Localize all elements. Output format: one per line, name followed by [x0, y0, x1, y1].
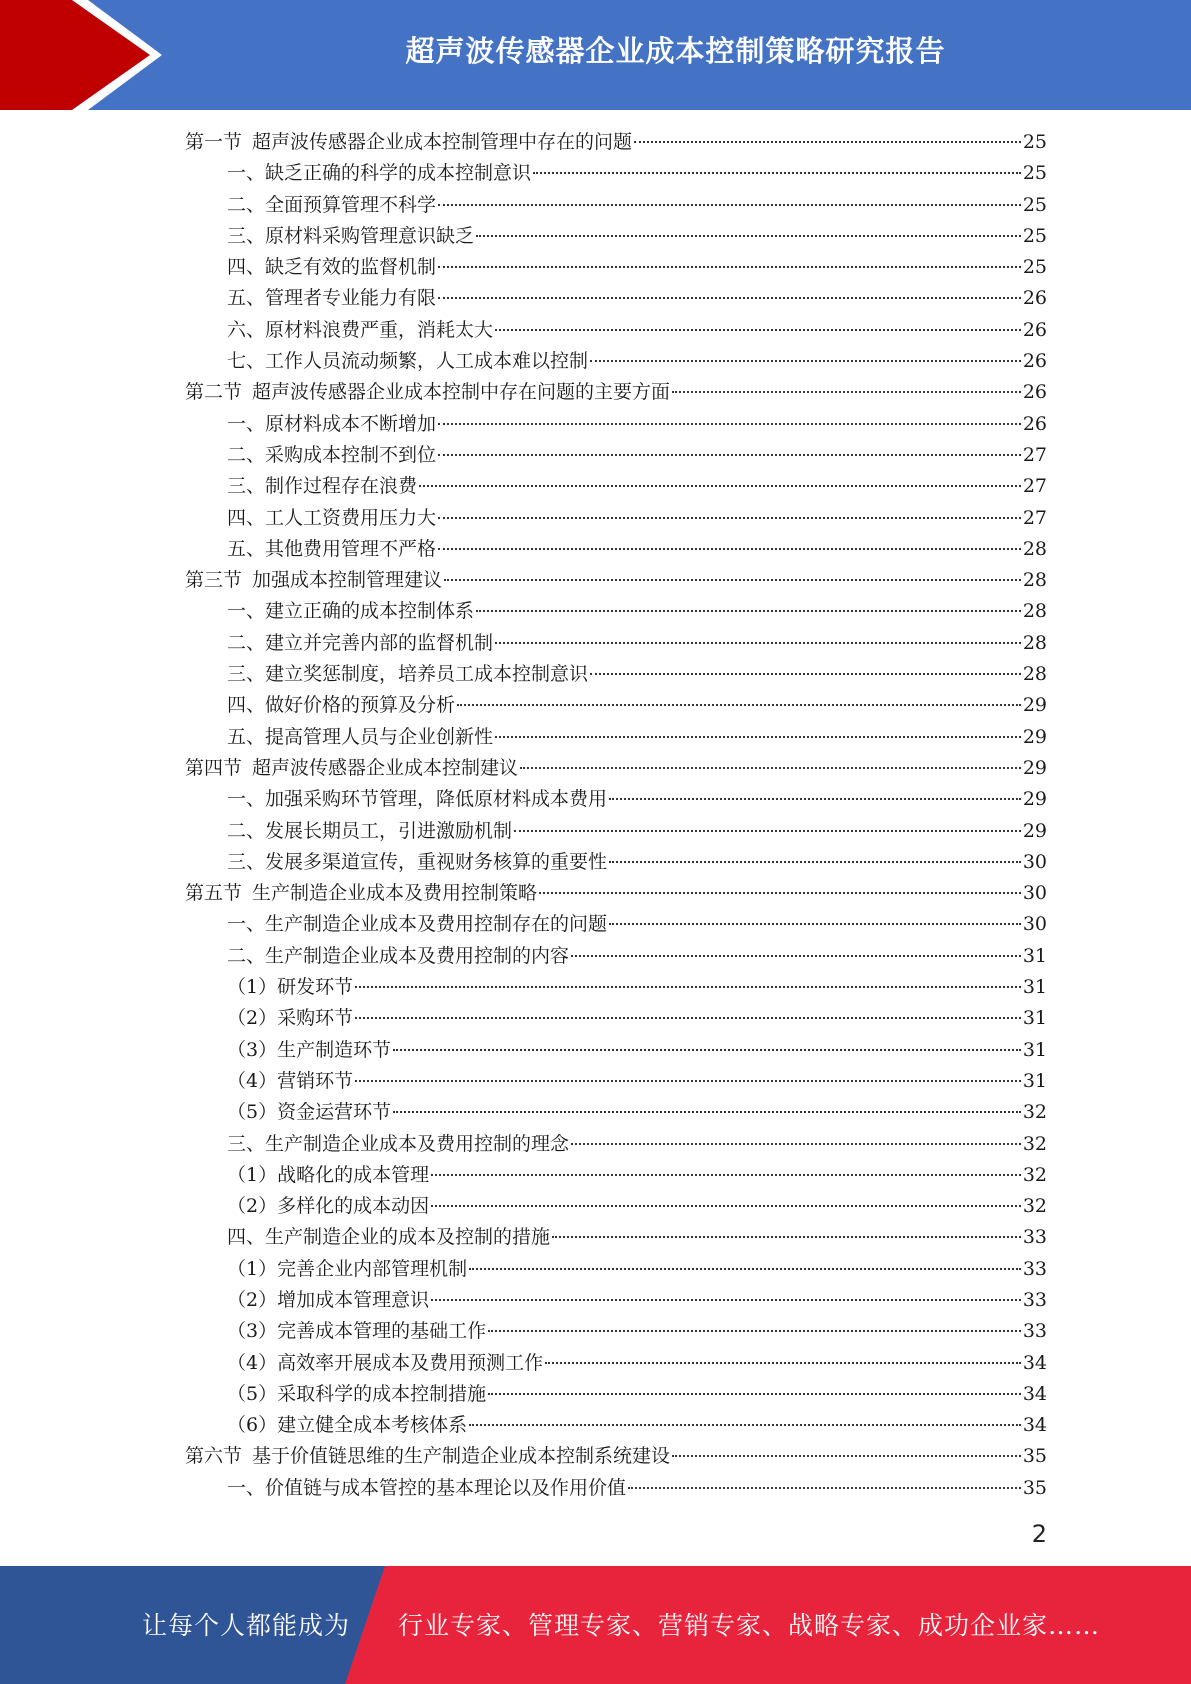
toc-entry[interactable] — [185, 1410, 1047, 1441]
toc-entry-text: 五、提高管理人员与企业创新性 — [227, 725, 494, 748]
toc-entry-title — [227, 1160, 429, 1187]
toc-page-number: 26 — [1022, 381, 1047, 404]
toc-entry[interactable] — [185, 1316, 1047, 1347]
footer-slogan-roles: 行业专家、管理专家、营销专家、战略专家、成功企业家…… — [398, 1611, 1101, 1640]
toc-entry[interactable] — [185, 1097, 1047, 1128]
toc-entry-text: 二、采购成本控制不到位 — [227, 443, 437, 466]
toc-entry[interactable] — [185, 377, 1047, 408]
toc-entry[interactable] — [185, 722, 1047, 753]
toc-dot-leader — [545, 1362, 1021, 1364]
toc-entry-title — [227, 1379, 486, 1406]
toc-entry-text: （1）战略化的成本管理 — [227, 1163, 430, 1186]
toc-entry-title — [227, 283, 436, 310]
toc-entry-title — [227, 596, 474, 623]
toc-entry-title — [227, 1129, 569, 1156]
toc-page-number: 33 — [1022, 1226, 1047, 1249]
toc-entry[interactable] — [185, 503, 1047, 534]
toc-dot-leader — [355, 1017, 1021, 1019]
toc-entry-text: 四、做好价格的预算及分析 — [227, 694, 456, 717]
toc-entry-text: （1）研发环节 — [227, 976, 354, 999]
toc-entry-title — [227, 909, 607, 936]
toc-entry[interactable] — [185, 221, 1047, 252]
page-number: 2 — [1031, 1520, 1047, 1548]
toc-page-number: 30 — [1022, 882, 1047, 905]
toc-entry-title — [227, 534, 436, 561]
toc-dot-leader — [533, 172, 1021, 174]
toc-entry-title — [227, 659, 588, 686]
toc-entry-text: 一、原材料成本不断增加 — [227, 412, 437, 435]
toc-entry-text: 生产制造企业成本及费用控制策略 — [252, 882, 538, 905]
toc-entry-title — [185, 377, 670, 404]
toc-entry-title — [227, 722, 493, 749]
toc-dot-leader — [571, 1143, 1021, 1145]
toc-entry-title — [227, 1097, 391, 1124]
toc-entry-text: （4）高效率开展成本及费用预测工作 — [227, 1351, 544, 1374]
toc-entry-text: （5）资金运营环节 — [227, 1101, 392, 1124]
toc-entry-text: 二、全面预算管理不科学 — [227, 193, 437, 216]
toc-entry-text: （3）完善成本管理的基础工作 — [227, 1320, 487, 1343]
toc-entry[interactable] — [185, 941, 1047, 972]
toc-page-number: 31 — [1022, 1007, 1047, 1030]
toc-section-number: 第三节 — [185, 569, 243, 592]
toc-entry-text: 超声波传感器企业成本控制建议 — [252, 756, 519, 779]
toc-entry-title — [227, 440, 436, 467]
toc-entry[interactable] — [185, 158, 1047, 189]
toc-entry-title — [227, 1254, 467, 1281]
toc-page-number: 33 — [1022, 1257, 1047, 1280]
toc-entry-text: （5）采取科学的成本控制措施 — [227, 1382, 487, 1405]
toc-page-number: 32 — [1022, 1132, 1047, 1155]
toc-section-number: 第四节 — [185, 756, 243, 779]
toc-entry-text: 一、价值链与成本管控的基本理论以及作用价值 — [227, 1476, 627, 1499]
toc-page-number: 25 — [1022, 131, 1047, 153]
toc-page-number: 34 — [1022, 1414, 1047, 1437]
toc-dot-leader — [609, 923, 1021, 925]
toc-entry[interactable] — [185, 816, 1047, 847]
toc-page-number: 25 — [1022, 193, 1047, 216]
toc-page-number: 29 — [1022, 725, 1047, 748]
toc-entry[interactable] — [185, 565, 1047, 596]
page-footer — [0, 1566, 1191, 1684]
table-of-contents — [185, 127, 1047, 1504]
toc-entry[interactable] — [185, 315, 1047, 346]
toc-entry[interactable] — [185, 972, 1047, 1003]
toc-entry[interactable] — [185, 252, 1047, 283]
toc-page-number: 28 — [1022, 569, 1047, 592]
toc-entry[interactable] — [185, 753, 1047, 784]
toc-page-number: 25 — [1022, 256, 1047, 279]
toc-dot-leader — [431, 1299, 1021, 1301]
toc-entry-title — [185, 1441, 670, 1468]
toc-entry[interactable] — [185, 471, 1047, 502]
toc-entry[interactable] — [185, 1160, 1047, 1191]
toc-dot-leader — [469, 1268, 1021, 1270]
toc-entry-title — [227, 847, 607, 874]
toc-dot-leader — [609, 798, 1021, 800]
toc-entry-title — [185, 127, 632, 154]
toc-dot-leader — [571, 955, 1021, 957]
toc-entry-title — [185, 878, 537, 905]
toc-entry-title — [227, 1035, 391, 1062]
red-chevron-shape — [0, 0, 150, 110]
toc-entry-text: 四、缺乏有效的监督机制 — [227, 256, 437, 279]
toc-entry-title — [227, 1348, 543, 1375]
toc-page-number: 34 — [1022, 1351, 1047, 1374]
toc-page-number: 26 — [1022, 412, 1047, 435]
toc-entry[interactable] — [185, 346, 1047, 377]
toc-entry[interactable] — [185, 190, 1047, 221]
toc-dot-leader — [634, 141, 1021, 143]
toc-entry-text: 一、建立正确的成本控制体系 — [227, 600, 475, 623]
toc-dot-leader — [476, 610, 1021, 612]
toc-entry-title — [185, 565, 442, 592]
toc-dot-leader — [438, 548, 1021, 550]
toc-section-number: 第二节 — [185, 381, 243, 404]
toc-entry-text: （4）营销环节 — [227, 1069, 354, 1092]
footer-slogan-lead: 让每个人都能成为 — [142, 1611, 351, 1640]
toc-entry-title — [227, 503, 436, 530]
toc-entry[interactable] — [185, 909, 1047, 940]
toc-dot-leader — [438, 454, 1021, 456]
toc-dot-leader — [469, 1424, 1021, 1426]
toc-dot-leader — [355, 986, 1021, 988]
toc-page-number: 28 — [1022, 600, 1047, 623]
toc-dot-leader — [590, 673, 1021, 675]
toc-entry-title — [227, 1473, 626, 1500]
toc-page-number: 27 — [1022, 475, 1047, 498]
toc-dot-leader — [438, 204, 1021, 206]
toc-page-number: 27 — [1022, 506, 1047, 529]
toc-dot-leader — [488, 1393, 1021, 1395]
toc-entry[interactable] — [185, 409, 1047, 440]
toc-page-number: 33 — [1022, 1288, 1047, 1311]
toc-entry-text: 超声波传感器企业成本控制中存在问题的主要方面 — [252, 381, 671, 404]
toc-entry-title — [227, 315, 493, 342]
toc-dot-leader — [520, 767, 1021, 769]
toc-entry-text: 四、生产制造企业的成本及控制的措施 — [227, 1226, 551, 1249]
toc-entry-title — [227, 972, 353, 999]
toc-entry[interactable] — [185, 534, 1047, 565]
toc-page-number: 32 — [1022, 1163, 1047, 1186]
toc-page-number: 34 — [1022, 1382, 1047, 1405]
toc-page-number: 31 — [1022, 1038, 1047, 1061]
toc-entry[interactable] — [185, 690, 1047, 721]
toc-dot-leader — [514, 830, 1021, 832]
toc-dot-leader — [552, 1236, 1021, 1238]
toc-page-number: 26 — [1022, 287, 1047, 310]
toc-dot-leader — [495, 736, 1021, 738]
toc-dot-leader — [444, 579, 1021, 581]
toc-entry-title — [227, 1222, 550, 1249]
toc-entry-text: 一、加强采购环节管理，降低原材料成本费用 — [227, 788, 608, 811]
toc-dot-leader — [438, 297, 1021, 299]
toc-entry-text: 三、原材料采购管理意识缺乏 — [227, 224, 475, 247]
toc-dot-leader — [495, 642, 1021, 644]
toc-entry-text: 三、发展多渠道宣传，重视财务核算的重要性 — [227, 850, 608, 873]
toc-entry[interactable] — [185, 283, 1047, 314]
toc-entry-text: 一、缺乏正确的科学的成本控制意识 — [227, 162, 532, 185]
toc-section-number: 第一节 — [185, 131, 243, 153]
toc-entry[interactable] — [185, 659, 1047, 690]
toc-entry-text: 五、管理者专业能力有限 — [227, 287, 437, 310]
toc-entry-title — [227, 1066, 353, 1093]
toc-entry-text: 五、其他费用管理不严格 — [227, 537, 437, 560]
toc-entry[interactable] — [185, 878, 1047, 909]
toc-dot-leader — [431, 1174, 1021, 1176]
toc-entry-title — [227, 1191, 429, 1218]
toc-entry-text: 六、原材料浪费严重，消耗太大 — [227, 318, 494, 341]
toc-page-number: 25 — [1022, 162, 1047, 185]
toc-entry-title — [227, 816, 512, 843]
toc-entry-title — [227, 628, 493, 655]
toc-dot-leader — [488, 1330, 1021, 1332]
toc-entry-title — [227, 190, 436, 217]
toc-entry[interactable] — [185, 1379, 1047, 1410]
page-header — [0, 0, 1191, 110]
toc-entry[interactable] — [185, 1254, 1047, 1285]
toc-page-number: 32 — [1022, 1195, 1047, 1218]
toc-page-number: 26 — [1022, 318, 1047, 341]
toc-entry[interactable] — [185, 1222, 1047, 1253]
toc-entry[interactable] — [185, 596, 1047, 627]
toc-entry-text: 三、制作过程存在浪费 — [227, 475, 418, 498]
toc-entry-text: 二、生产制造企业成本及费用控制的内容 — [227, 944, 570, 967]
toc-entry-title — [227, 409, 436, 436]
toc-dot-leader — [590, 360, 1021, 362]
toc-entry-text: 基于价值链思维的生产制造企业成本控制系统建设 — [252, 1445, 671, 1468]
toc-dot-leader — [355, 1080, 1021, 1082]
toc-entry-title — [227, 252, 436, 279]
toc-entry-title — [227, 941, 569, 968]
toc-entry[interactable] — [185, 1191, 1047, 1222]
toc-entry[interactable] — [185, 1348, 1047, 1379]
toc-section-number: 第五节 — [185, 882, 243, 905]
toc-page-number: 30 — [1022, 850, 1047, 873]
toc-dot-leader — [393, 1049, 1021, 1051]
toc-entry-text: （2）增加成本管理意识 — [227, 1288, 430, 1311]
toc-page-number: 29 — [1022, 756, 1047, 779]
toc-entry-title — [227, 784, 607, 811]
toc-entry-text: （1）完善企业内部管理机制 — [227, 1257, 468, 1280]
toc-entry-text: 二、发展长期员工，引进激励机制 — [227, 819, 513, 842]
toc-entry[interactable] — [185, 1285, 1047, 1316]
toc-page-number: 28 — [1022, 631, 1047, 654]
toc-page-number: 35 — [1022, 1476, 1047, 1499]
toc-page-number: 26 — [1022, 350, 1047, 373]
toc-section-number: 第六节 — [185, 1445, 243, 1468]
toc-page-number: 28 — [1022, 663, 1047, 686]
toc-entry-text: 加强成本控制管理建议 — [252, 569, 443, 592]
toc-entry-title — [227, 1003, 353, 1030]
toc-dot-leader — [431, 1205, 1021, 1207]
toc-entry-text: 七、工作人员流动频繁，人工成本难以控制 — [227, 350, 589, 373]
report-title: 超声波传感器企业成本控制策略研究报告 — [405, 34, 946, 68]
toc-dot-leader — [628, 1487, 1021, 1489]
toc-entry[interactable] — [185, 1129, 1047, 1160]
toc-entry-title — [227, 690, 455, 717]
toc-dot-leader — [672, 1455, 1021, 1457]
toc-page-number: 31 — [1022, 944, 1047, 967]
toc-page-number: 25 — [1022, 224, 1047, 247]
toc-entry[interactable] — [185, 1035, 1047, 1066]
toc-page-number: 29 — [1022, 694, 1047, 717]
toc-dot-leader — [438, 266, 1021, 268]
toc-page-number: 29 — [1022, 819, 1047, 842]
toc-entry[interactable] — [185, 847, 1047, 878]
toc-dot-leader — [609, 861, 1021, 863]
toc-entry[interactable] — [185, 127, 1047, 158]
toc-page-number: 33 — [1022, 1320, 1047, 1343]
toc-entry-title — [227, 346, 588, 373]
toc-entry-text: （6）建立健全成本考核体系 — [227, 1414, 468, 1437]
toc-entry[interactable] — [185, 1003, 1047, 1034]
toc-entry-title — [227, 1410, 467, 1437]
toc-entry-text: 二、建立并完善内部的监督机制 — [227, 631, 494, 654]
toc-dot-leader — [438, 423, 1021, 425]
toc-entry-title — [227, 158, 531, 185]
toc-entry[interactable] — [185, 1066, 1047, 1097]
toc-entry[interactable] — [185, 440, 1047, 471]
toc-page-number: 31 — [1022, 976, 1047, 999]
toc-page-number: 32 — [1022, 1101, 1047, 1124]
toc-dot-leader — [539, 892, 1021, 894]
toc-entry-text: 四、工人工资费用压力大 — [227, 506, 437, 529]
toc-entry-text: 三、生产制造企业成本及费用控制的理念 — [227, 1132, 570, 1155]
toc-entry-text: （2）多样化的成本动因 — [227, 1195, 430, 1218]
toc-entry-title — [227, 221, 474, 248]
toc-entry-text: 一、生产制造企业成本及费用控制存在的问题 — [227, 913, 608, 936]
toc-entry[interactable] — [185, 784, 1047, 815]
toc-dot-leader — [419, 485, 1021, 487]
toc-entry-text: （2）采购环节 — [227, 1007, 354, 1030]
toc-page-number: 28 — [1022, 537, 1047, 560]
toc-dot-leader — [438, 517, 1021, 519]
toc-entry-text: 三、建立奖惩制度，培养员工成本控制意识 — [227, 663, 589, 686]
toc-entry-title — [227, 471, 417, 498]
toc-entry-title — [227, 1285, 429, 1312]
toc-page-number: 35 — [1022, 1445, 1047, 1468]
toc-entry[interactable] — [185, 1441, 1047, 1472]
toc-entry-title — [185, 753, 518, 780]
toc-page-number: 27 — [1022, 443, 1047, 466]
toc-entry-title — [227, 1316, 486, 1343]
toc-dot-leader — [393, 1111, 1021, 1113]
toc-dot-leader — [457, 704, 1021, 706]
toc-page-number: 31 — [1022, 1069, 1047, 1092]
toc-dot-leader — [476, 235, 1021, 237]
toc-entry-text: （3）生产制造环节 — [227, 1038, 392, 1061]
toc-entry-text: 超声波传感器企业成本控制管理中存在的问题 — [252, 131, 633, 153]
toc-entry[interactable] — [185, 628, 1047, 659]
toc-dot-leader — [672, 391, 1021, 393]
toc-page-number: 30 — [1022, 913, 1047, 936]
toc-dot-leader — [495, 329, 1021, 331]
toc-page-number: 29 — [1022, 788, 1047, 811]
toc-entry[interactable] — [185, 1473, 1047, 1504]
